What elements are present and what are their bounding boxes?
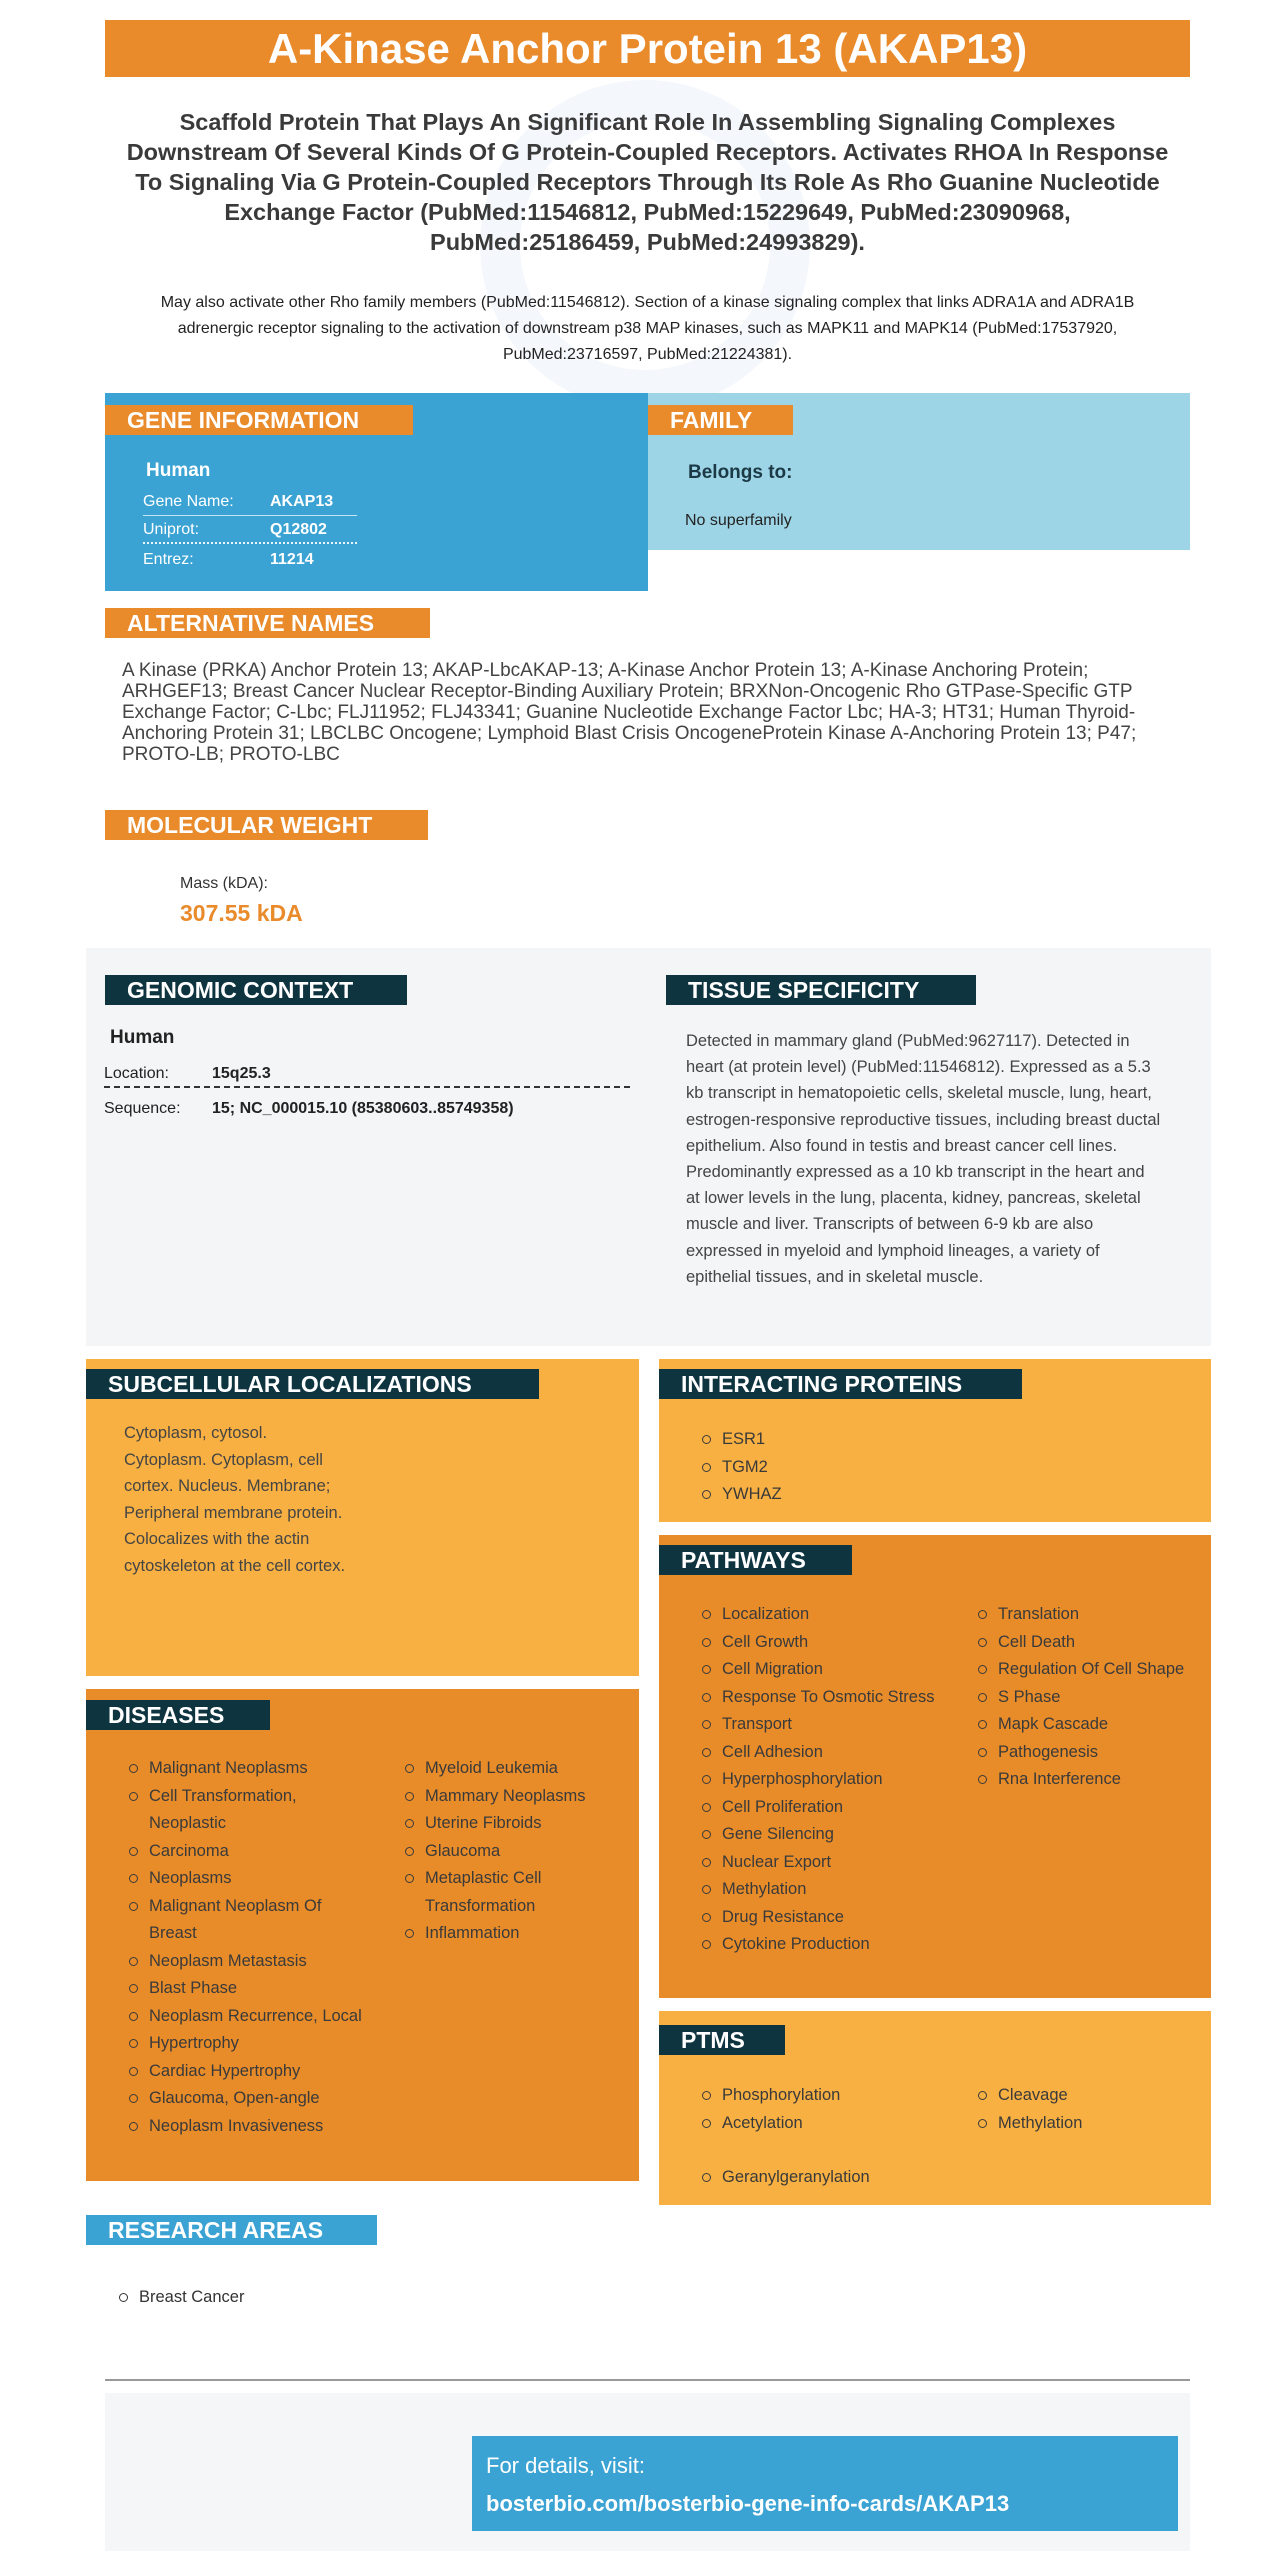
tissue-specificity-text: Detected in mammary gland (PubMed:9627117). Detected in heart (at protein level) (PubMed:11546812). Expressed as a 5.3 kb transcript in hematopoietic cells, skeletal muscle, lung, heart, estrogen-responsive reproductive tissues, including breast ductal epithelium. Also found in testis and breast cancer cell lines. Predominantly expressed as a 10 kb transcript in the heart and at lower levels in the lung, placenta, kidney, pancreas, skeletal muscle and liver. Transcripts of between 6-9 kb are also expressed in myeloid and lymphoid lineages, a variety of epithelial tissues, and in skeletal muscle. (686, 1032, 1161, 1286)
family-heading: FAMILY (648, 405, 793, 435)
list-item: Cytokine Production (700, 1931, 940, 1959)
list-item: Neoplasm Recurrence, Local (127, 2003, 363, 2031)
pathways-list-col1 (700, 1601, 940, 1959)
list-item: Malignant Neoplasms (127, 1755, 363, 1783)
genomic-location-row (104, 1062, 630, 1088)
list-item: Metaplastic Cell Transformation (403, 1865, 623, 1920)
entrez-value: 11214 (270, 550, 314, 568)
list-item: Response To Osmotic Stress (700, 1684, 940, 1712)
page-title: A-Kinase Anchor Protein 13 (AKAP13) (105, 20, 1190, 77)
sequence-value: 15; NC_000015.10 (85380603..85749358) (212, 1100, 514, 1117)
list-item: Myeloid Leukemia (403, 1755, 623, 1783)
footer-divider (105, 2379, 1190, 2381)
interacting-proteins-heading: INTERACTING PROTEINS (659, 1369, 1022, 1399)
list-item: Methylation (700, 1876, 940, 1904)
research-areas-heading: RESEARCH AREAS (86, 2215, 377, 2245)
gene-information-heading: GENE INFORMATION (105, 405, 413, 435)
protein-summary: Scaffold Protein That Plays An Significant Role In Assembling Signaling Complexes Downstream Of Several Kinds Of G Protein-Coupled Receptors. Activates RHOA In Response To Signaling Via G Protein-Coupled Receptors Through Its Role As Rho Guanine Nucleotide Exchange Factor (PubMed:11546812, PubMed:15229649, PubMed:23090968, PubMed:25186459, PubMed:24993829). (126, 109, 1169, 255)
protein-description: May also activate other Rho family members (PubMed:11546812). Section of a kinase signaling complex that links ADRA1A and ADRA1B adrenergic receptor signaling to the activation of downstream p38 MAP kinases, such as MAPK11 and MAPK14 (PubMed:17537920, PubMed:23716597, PubMed:21224381). (160, 294, 1135, 363)
pathways-list-col2 (976, 1601, 1196, 1794)
list-item: S Phase (976, 1684, 1196, 1712)
ptms-list-col1 (700, 2082, 940, 2137)
list-item: Translation (976, 1601, 1196, 1629)
list-item: Inflammation (403, 1920, 623, 1948)
research-areas-list (117, 2284, 417, 2312)
ptms-heading: PTMS (659, 2025, 785, 2055)
list-item: Cell Proliferation (700, 1794, 940, 1822)
entrez-row (143, 546, 357, 573)
list-item: Pathogenesis (976, 1739, 1196, 1767)
molecular-weight-heading: MOLECULAR WEIGHT (105, 810, 428, 840)
list-item: Glaucoma (403, 1838, 623, 1866)
list-item: Blast Phase (127, 1975, 363, 2003)
subcellular-heading: SUBCELLULAR LOCALIZATIONS (86, 1369, 539, 1399)
list-item: Cardiac Hypertrophy (127, 2058, 363, 2086)
uniprot-row (143, 517, 357, 544)
list-item: YWHAZ (700, 1481, 1000, 1509)
list-item: Localization (700, 1601, 940, 1629)
gene-species: Human (146, 460, 211, 481)
list-item: Cleavage (976, 2082, 1196, 2110)
ptms-list-col2 (976, 2082, 1196, 2137)
list-item: Cell Adhesion (700, 1739, 940, 1767)
genomic-sequence-row (104, 1096, 630, 1122)
list-item: Cell Transformation, Neoplastic (127, 1783, 363, 1838)
genomic-species: Human (110, 1027, 175, 1048)
list-item: Mammary Neoplasms (403, 1783, 623, 1811)
family-belongs-label: Belongs to: (688, 462, 793, 483)
ptms-list-extra (700, 2164, 940, 2192)
uniprot-value: Q12802 (270, 520, 327, 538)
list-item: Geranylgeranylation (700, 2164, 940, 2192)
gene-name-value: AKAP13 (270, 493, 334, 510)
list-item: Hypertrophy (127, 2030, 363, 2058)
list-item: Glaucoma, Open-angle (127, 2085, 363, 2113)
interacting-proteins-list (700, 1426, 1000, 1509)
list-item: Hyperphosphorylation (700, 1766, 940, 1794)
list-item: Cell Migration (700, 1656, 940, 1684)
details-url-link[interactable]: bosterbio.com/bosterbio-gene-info-cards/AKAP13 (486, 2491, 1010, 2516)
details-link-box[interactable] (472, 2436, 1178, 2531)
list-item: Neoplasm Invasiveness (127, 2113, 363, 2141)
list-item: Phosphorylation (700, 2082, 940, 2110)
tissue-specificity-heading: TISSUE SPECIFICITY (666, 975, 976, 1005)
list-item: Malignant Neoplasm Of Breast (127, 1893, 363, 1948)
diseases-list-col1 (127, 1755, 363, 2140)
diseases-heading: DISEASES (86, 1700, 270, 1730)
gene-name-row (143, 489, 357, 516)
list-item: Rna Interference (976, 1766, 1196, 1794)
genomic-context-heading: GENOMIC CONTEXT (105, 975, 407, 1005)
list-item: Gene Silencing (700, 1821, 940, 1849)
family-value: No superfamily (685, 512, 792, 529)
gene-name-label: Gene Name: (143, 493, 234, 510)
entrez-label: Entrez: (143, 550, 194, 568)
list-item: TGM2 (700, 1454, 1000, 1482)
list-item: Drug Resistance (700, 1904, 940, 1932)
sequence-label: Sequence: (104, 1100, 181, 1117)
mass-label: Mass (kDA): (180, 875, 268, 892)
location-label: Location: (104, 1065, 169, 1082)
list-item: Cell Death (976, 1629, 1196, 1657)
list-item: Methylation (976, 2110, 1196, 2138)
list-item: Nuclear Export (700, 1849, 940, 1877)
list-item: Acetylation (700, 2110, 940, 2138)
alternative-names-text: A Kinase (PRKA) Anchor Protein 13; AKAP-LbcAKAP-13; A-Kinase Anchor Protein 13; A-Kinase Anchoring Protein; ARHGEF13; Breast Cancer Nuclear Receptor-Binding Auxiliary Protein; BRXNon-Oncogenic Rho GTPase-Specific GTP Exchange Factor; C-Lbc; FLJ11952; FLJ43341; Guanine Nucleotide Exchange Factor Lbc; HA-3; HT31; Human Thyroid-Anchoring Protein 31; LBCLBC Oncogene; Lymphoid Blast Crisis OncogeneProtein Kinase A-Anchoring Protein 13; P47; PROTO-LB; PROTO-LBC (122, 660, 1137, 765)
list-item: Breast Cancer (117, 2284, 417, 2312)
subcellular-text: Cytoplasm, cytosol. Cytoplasm. Cytoplasm, cell cortex. Nucleus. Membrane; Peripheral membrane protein. Colocalizes with the actin cytoskeleton at the cell cortex. (124, 1424, 346, 1575)
location-value: 15q25.3 (212, 1065, 271, 1082)
details-label: For details, visit: (486, 2453, 645, 2478)
mass-value: 307.55 kDA (180, 900, 303, 926)
diseases-list-col2 (403, 1755, 623, 1948)
list-item: Carcinoma (127, 1838, 363, 1866)
list-item: Regulation Of Cell Shape (976, 1656, 1196, 1684)
list-item: Neoplasms (127, 1865, 363, 1893)
list-item: Mapk Cascade (976, 1711, 1196, 1739)
list-item: Transport (700, 1711, 940, 1739)
list-item: ESR1 (700, 1426, 1000, 1454)
pathways-heading: PATHWAYS (659, 1545, 852, 1575)
list-item: Neoplasm Metastasis (127, 1948, 363, 1976)
list-item: Cell Growth (700, 1629, 940, 1657)
alternative-names-heading: ALTERNATIVE NAMES (105, 608, 430, 638)
list-item: Uterine Fibroids (403, 1810, 623, 1838)
uniprot-label: Uniprot: (143, 520, 200, 538)
